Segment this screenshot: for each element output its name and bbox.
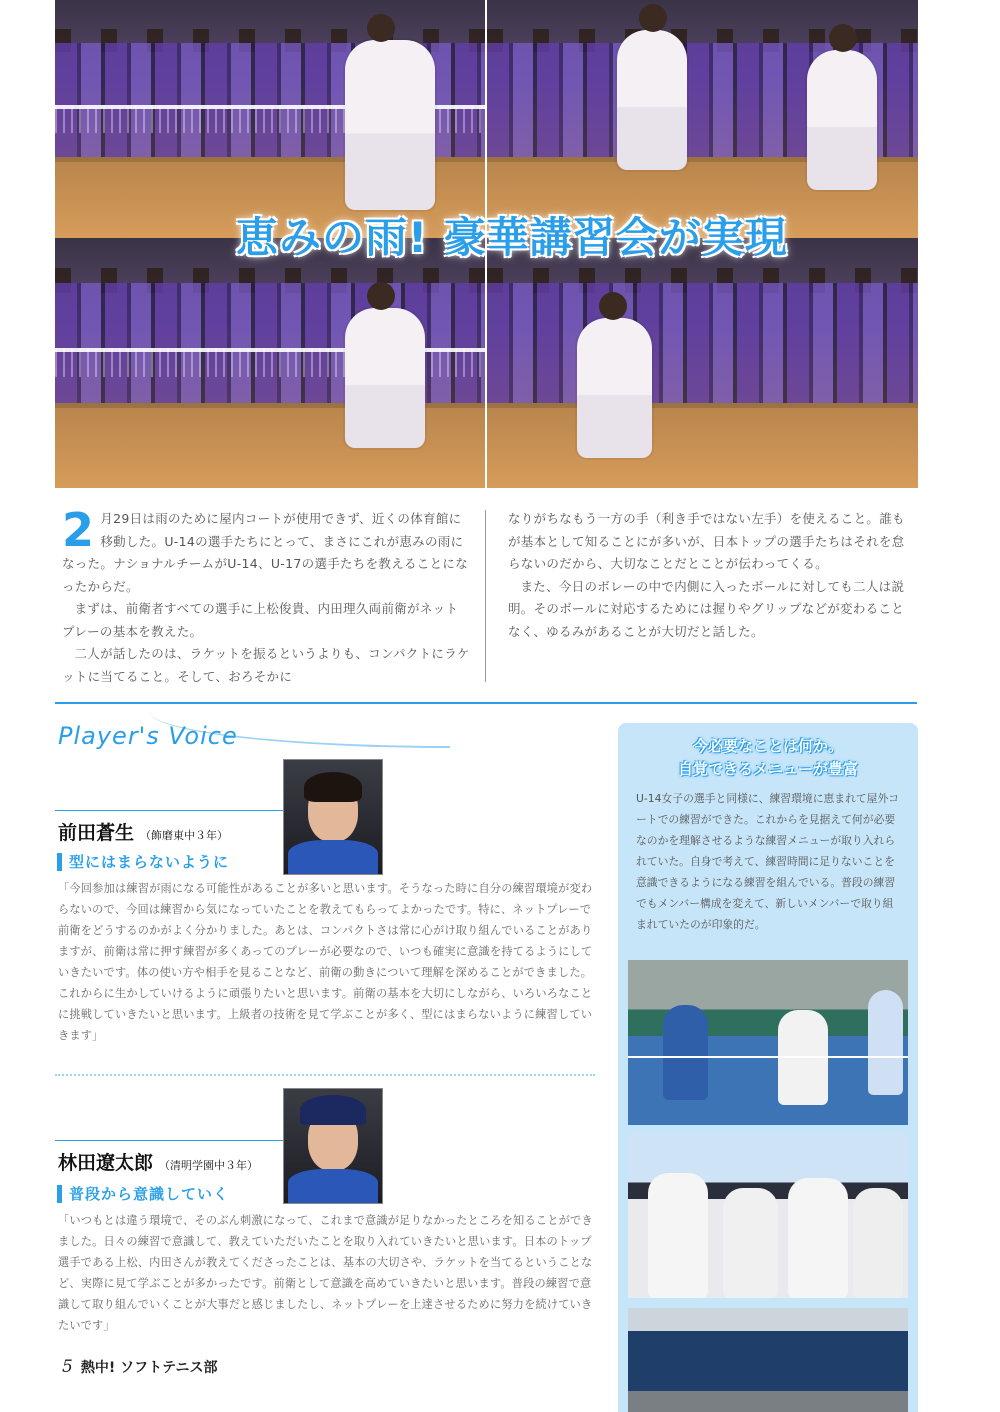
sidebar-photo-group: [628, 1308, 908, 1412]
photo-bottom-left: [55, 238, 485, 488]
article-paragraph: なりがちなもう一方の手（利き手ではない左手）を使えること。誰もが基本として知ることにが多いが、日本トップの選手たちはそれを怠らないのだから、大切なことだとことが伝わってくる。: [508, 511, 905, 571]
sidebar-title-line1: 今必要なことは何か。: [692, 737, 843, 755]
sidebar-body: U-14女子の選手と同様に、練習環境に恵まれて屋外コートでの練習ができた。これからを見据えて何が必要なのかを理解させるような練習メニューが取り入れられていた。自身で考えて、練習時間に足りないことを意識できるようになる練習を組んでいる。普段の練習でもメンバー構成を変えて、新しいメンバーで取り組まれていたのが印象的だ。: [636, 792, 900, 931]
page-footer: [62, 1357, 218, 1377]
player-quote: 「いつもとは違う環境で、そのぶん刺激になって、これまで意識が足りなかったところを知ることができました。日々の練習で意識して、教えていただいたことを取り入れていきたいと思います。日本のトップ選手である上松、内田さんが教えてくださったことは、基本の大切さや、ラケットを当てるということなど、実際に見て学ぶことが多かったです。前衛として意識を高めていきたいと思います。普段の練習で意識して取り組んでいくことが大事だと感じましたし、ネットプレーを上達させるために努力を続けていきたいです」: [58, 1214, 593, 1332]
player-portrait: [283, 759, 383, 875]
article-paragraph: 二人が話したのは、ラケットを振るというよりも、コンパクトにラケットに当てること。そして、おろそかに: [62, 646, 470, 684]
article-column-1: [62, 503, 470, 688]
player-portrait: [283, 1088, 383, 1204]
player-subhead: 普段から意識していく: [57, 1183, 229, 1204]
name-underline: [55, 1140, 283, 1141]
photo-top-right: [487, 0, 918, 238]
players-voice-title: Player's Voice: [58, 722, 238, 750]
article-column-2: [508, 508, 916, 643]
player-name: [58, 818, 228, 845]
sidebar-photo-drill: [628, 960, 908, 1125]
photo-bottom-right: [487, 238, 918, 488]
page-number: 5: [62, 1357, 73, 1377]
magazine-name: 熱中! ソフトテニス部: [80, 1360, 218, 1376]
article-paragraph: まずは、前衛者すべての選手に上松俊貴、内田理久両前衛がネットプレーの基本を教えた。: [62, 601, 459, 639]
player-name-text: 前田蒼生: [58, 822, 135, 844]
column-divider: [485, 510, 486, 682]
sidebar-title-line2: 自覚できるメニューが豊富: [677, 760, 858, 778]
player-name: [58, 1148, 258, 1175]
section-divider: [55, 702, 917, 704]
article-paragraph: また、今日のボレーの中で内側に入ったボールに対しても二人は説明。そのボールに対応するためには握りやグリップなどが変わることなく、ゆるみがあることが大切だと話した。: [508, 578, 905, 639]
article-paragraph: 月29日は雨のために屋内コートが使用できず、近くの体育館に移動した。U-14の選手たちにとって、まさにこれが恵みの雨になった。ナショナルチームがU-14、U-17の選手たちを教えることになったからだ。: [62, 511, 469, 594]
drop-cap: 2: [62, 503, 95, 557]
photo-top-left: [55, 0, 485, 238]
article-headline: 恵みの雨! 豪華講習会が実現: [236, 213, 788, 262]
player-school: （飾磨東中３年）: [140, 829, 229, 842]
sidebar-box: [618, 723, 918, 1412]
player-name-text: 林田遼太郎: [58, 1152, 154, 1174]
player-subhead: 型にはまらないように: [57, 851, 229, 872]
player-quote: 「今回参加は練習が雨になる可能性があることが多いと思います。そうなった時に自分の練習環境が変わらないので、今回は練習から気になっていたことを教えてもらってよかったです。特に、ネットプレーで前衛をどうするのかがよく分かりました。あとは、コンパクトさは常に心がけ取り組んでいることがありますが、前衛は常に押す練習が多くあってのプレーが必要なので、いつも確実に意識を持てるようにしていきたいです。体の使い方や相手を見ることなど、前衛の動きについて理解を深めることができました。これからに生かしていけるように頑張りたいと思います。前衛の基本を大切にしながら、いろいろなことに挑戦していきたいと思います。上級者の技術を見て学ぶことが多く、型にはまらないように練習していきます」: [58, 882, 593, 1042]
player-school: （清明学園中３年）: [159, 1159, 259, 1172]
dotted-divider: [55, 1074, 595, 1076]
sidebar-photo-players: [628, 1133, 908, 1298]
name-underline: [55, 810, 283, 811]
